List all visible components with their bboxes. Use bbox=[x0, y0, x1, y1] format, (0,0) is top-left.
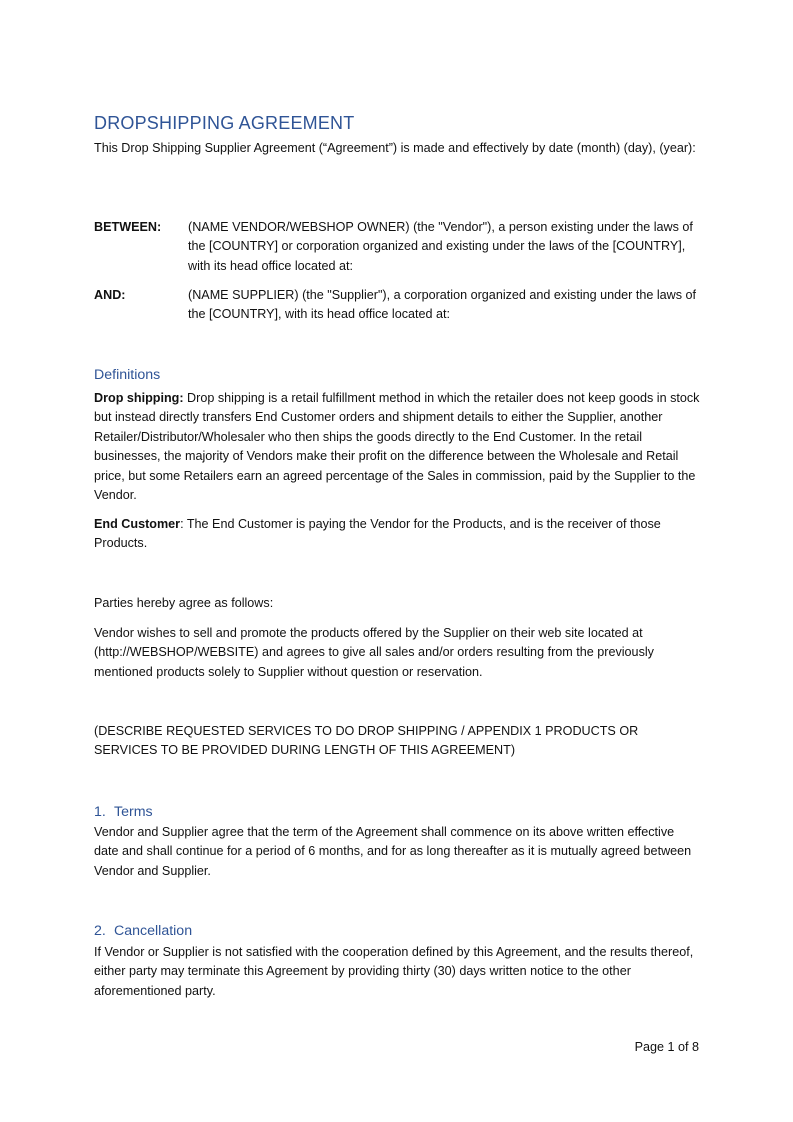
section-terms-text: Vendor and Supplier agree that the term of the Agreement shall commence on its above written effective date and shall continue for a period of 6 months, and for as long thereafter as it is mutually agreed between Vendor and Supplier. bbox=[94, 825, 692, 878]
party-and-label: AND: bbox=[94, 288, 126, 302]
intro-paragraph: This Drop Shipping Supplier Agreement (“Agreement”) is made and effectively by date (month) (day), (year): bbox=[94, 141, 696, 155]
section-number: 1. bbox=[94, 804, 106, 820]
document-title: DROPSHIPPING AGREEMENT bbox=[94, 113, 355, 133]
definition-end-customer bbox=[94, 515, 700, 554]
party-between-label: BETWEEN: bbox=[94, 220, 162, 234]
section-title: Cancellation bbox=[114, 923, 193, 939]
definition-text: Drop shipping is a retail fulfillment method in which the retailer does not keep goods in stock but instead directly transfers End Customer orders and shipment details to either the Supplier, another Retailer/Distributor/Wholesaler who then ships the goods directly to the End Customer. In the retail businesses, the majority of Vendors make their profit on the difference between the Wholesale and Retail price, but some Retailers earn an agreed percentage of the Sales in commission, paid by the Supplier to the Vendor. bbox=[94, 391, 700, 503]
definition-term: End Customer bbox=[94, 517, 181, 531]
section-title: Terms bbox=[114, 804, 153, 820]
party-and-text: (NAME SUPPLIER) (the "Supplier"), a corporation organized and existing under the laws of the [COUNTRY], with its head office located at: bbox=[188, 288, 697, 322]
agree-intro: Parties hereby agree as follows: bbox=[94, 596, 274, 610]
section-cancellation-heading bbox=[94, 923, 192, 939]
services-note: (DESCRIBE REQUESTED SERVICES TO DO DROP SHIPPING / APPENDIX 1 PRODUCTS OR SERVICES TO BE PROVIDED DURING LENGTH OF THIS AGREEMENT) bbox=[94, 724, 639, 758]
definition-term: Drop shipping: bbox=[94, 391, 184, 405]
page-number: Page 1 of 8 bbox=[634, 1040, 699, 1054]
section-number: 2. bbox=[94, 923, 106, 939]
definitions-heading: Definitions bbox=[94, 367, 161, 383]
party-between-text: (NAME VENDOR/WEBSHOP OWNER) (the "Vendor"), a person existing under the laws of the [COUNTRY] or corporation organized and existing under the laws of the [COUNTRY], with its head office located at: bbox=[188, 220, 693, 273]
section-terms-heading bbox=[94, 804, 153, 820]
definition-drop-shipping bbox=[94, 389, 700, 505]
definition-text: : The End Customer is paying the Vendor for the Products, and is the receiver of those Products. bbox=[94, 517, 661, 551]
vendor-paragraph: Vendor wishes to sell and promote the products offered by the Supplier on their web site located at (http://WEBSHOP/WEBSITE) and agrees to give all sales and/or orders resulting from the previously mentioned products solely to Supplier without question or reservation. bbox=[94, 626, 654, 679]
section-cancellation-text: If Vendor or Supplier is not satisfied with the cooperation defined by this Agreement, and the results thereof, either party may terminate this Agreement by providing thirty (30) days written notice to the other aforementioned party. bbox=[94, 945, 694, 998]
